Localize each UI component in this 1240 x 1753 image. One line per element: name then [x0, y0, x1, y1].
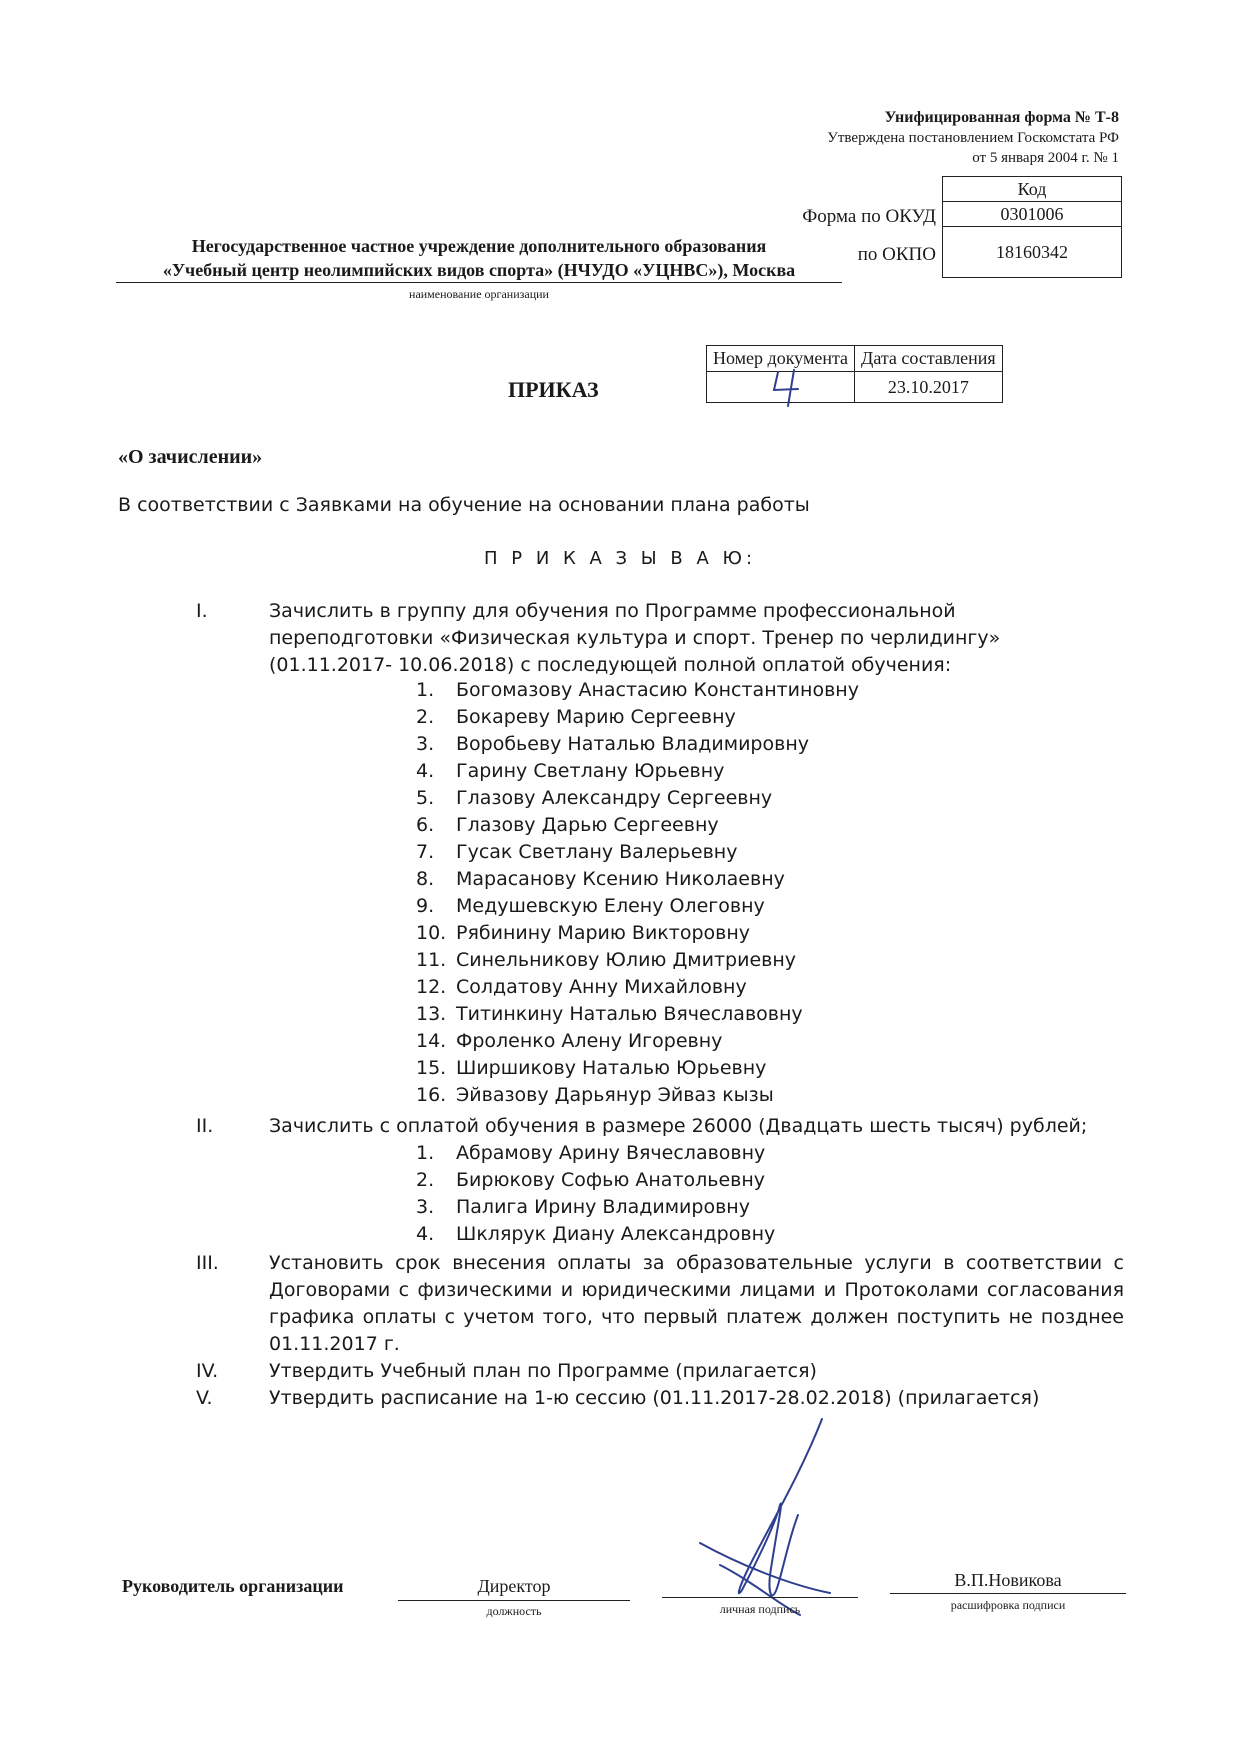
approved-line-2: от 5 января 2004 г. № 1	[972, 150, 1119, 166]
okud-label: Форма по ОКУД	[802, 206, 936, 227]
list-item: 2. Бокареву Марию Сергеевну	[416, 706, 736, 728]
code-header: Код	[943, 177, 1122, 202]
head-label: Руководитель организации	[122, 1576, 344, 1596]
item-5-text: Утвердить расписание на 1-ю сессию (01.11.2017-28.02.2018) (прилагается)	[269, 1387, 1040, 1409]
list-item: 11. Синельникову Юлию Дмитриевну	[416, 949, 797, 971]
position-caption: должность	[486, 1604, 542, 1618]
item-5-roman: V.	[196, 1387, 213, 1409]
signature-caption: личная подпись	[719, 1602, 801, 1616]
list-item: 8. Марасанову Ксению Николаевну	[416, 868, 785, 890]
position-underline	[398, 1600, 630, 1601]
item-1-roman: I.	[196, 600, 208, 622]
organization-line-1: Негосударственное частное учреждение дополнительного образования	[191, 236, 767, 256]
name-value: В.П.Новикова	[954, 1570, 1062, 1590]
item-3-text: Установить срок внесения оплаты за образовательные услуги в соответствии с Договорами с физическими и юридическими лицами и Протоколами согласования графика оплаты с учетом того, что первый платеж должен поступить не позднее 01.11.2017 г.	[269, 1252, 1124, 1355]
name-caption: расшифровка подписи	[950, 1598, 1066, 1612]
organization-line-2: «Учебный центр неолимпийских видов спорта» (НЧУДО «УЦНВС»), Москва	[162, 260, 796, 280]
name-underline	[890, 1593, 1126, 1594]
handwritten-signature	[680, 1415, 850, 1625]
list-item: 5. Глазову Александру Сергеевну	[416, 787, 773, 809]
list-item: 16. Эйвазову Дарьянур Эйваз кызы	[416, 1084, 774, 1106]
item-3-roman: III.	[196, 1252, 219, 1274]
list-item: 3. Воробьеву Наталью Владимировну	[416, 733, 809, 755]
list-item: 7. Гусак Светлану Валерьевну	[416, 841, 738, 863]
item-1-text	[269, 598, 1124, 679]
position-value: Директор	[477, 1576, 551, 1596]
list-item: 4. Гарину Светлану Юрьевну	[416, 760, 725, 782]
list-item: 1. Абрамову Арину Вячеславовну	[416, 1142, 766, 1164]
intro-text: В соответствии с Заявками на обучение на основании плана работы	[118, 494, 810, 516]
doc-number-header: Номер документа	[707, 346, 855, 372]
doc-date-header: Дата составления	[855, 346, 1003, 372]
approved-line-1: Утверждена постановлением Госкомстата РФ	[827, 130, 1119, 146]
okud-value: 0301006	[943, 202, 1122, 227]
item-1-line-2: переподготовки «Физическая культура и спорт. Тренер по черлидингу»	[269, 627, 1001, 649]
list-item: 14. Фроленко Алену Игоревну	[416, 1030, 723, 1052]
list-item: 13. Титинкину Наталью Вячеславовну	[416, 1003, 803, 1025]
list-item: 2. Бирюкову Софью Анатольевну	[416, 1169, 766, 1191]
item-1-line-3: (01.11.2017- 10.06.2018) с последующей полной оплатой обучения:	[269, 654, 952, 676]
list-item: 4. Шклярук Диану Александровну	[416, 1223, 776, 1245]
list-item: 10. Рябинину Марию Викторовну	[416, 922, 751, 944]
organization-name	[116, 234, 842, 282]
item-2-roman: II.	[196, 1115, 214, 1137]
list-item: 12. Солдатову Анну Михайловну	[416, 976, 747, 998]
codes-table	[942, 176, 1122, 278]
list-item: 1. Богомазову Анастасию Константиновну	[416, 679, 859, 701]
item-4-text: Утвердить Учебный план по Программе (прилагается)	[269, 1360, 817, 1382]
organization-caption: наименование организации	[409, 287, 549, 301]
okpo-label: по ОКПО	[857, 244, 936, 265]
form-note	[827, 108, 1119, 168]
signature-underline	[662, 1597, 858, 1598]
organization-underline	[116, 282, 842, 283]
document-subject: «О зачислении»	[118, 446, 263, 468]
doc-date-value: 23.10.2017	[855, 372, 1003, 403]
item-4-roman: IV.	[196, 1360, 219, 1382]
item-2-text: Зачислить с оплатой обучения в размере 26000 (Двадцать шесть тысяч) рублей;	[269, 1115, 1088, 1137]
document-title: ПРИКАЗ	[508, 377, 599, 402]
list-item: 9. Медушевскую Елену Олеговну	[416, 895, 765, 917]
list-item: 3. Палига Ирину Владимировну	[416, 1196, 750, 1218]
list-item: 6. Глазову Дарью Сергеевну	[416, 814, 719, 836]
list-item: 15. Ширшикову Наталью Юрьевну	[416, 1057, 767, 1079]
item-1-line-1: Зачислить в группу для обучения по Программе профессиональной	[269, 600, 956, 622]
document-table	[706, 345, 1003, 403]
okpo-value: 18160342	[943, 227, 1122, 278]
handwritten-number	[770, 368, 806, 408]
form-title: Унифицированная форма № Т-8	[884, 109, 1119, 126]
item-2-name-list	[416, 1140, 775, 1248]
item-1-name-list	[416, 677, 859, 1109]
order-word: П Р И К А З Ы В А Ю:	[483, 548, 757, 569]
